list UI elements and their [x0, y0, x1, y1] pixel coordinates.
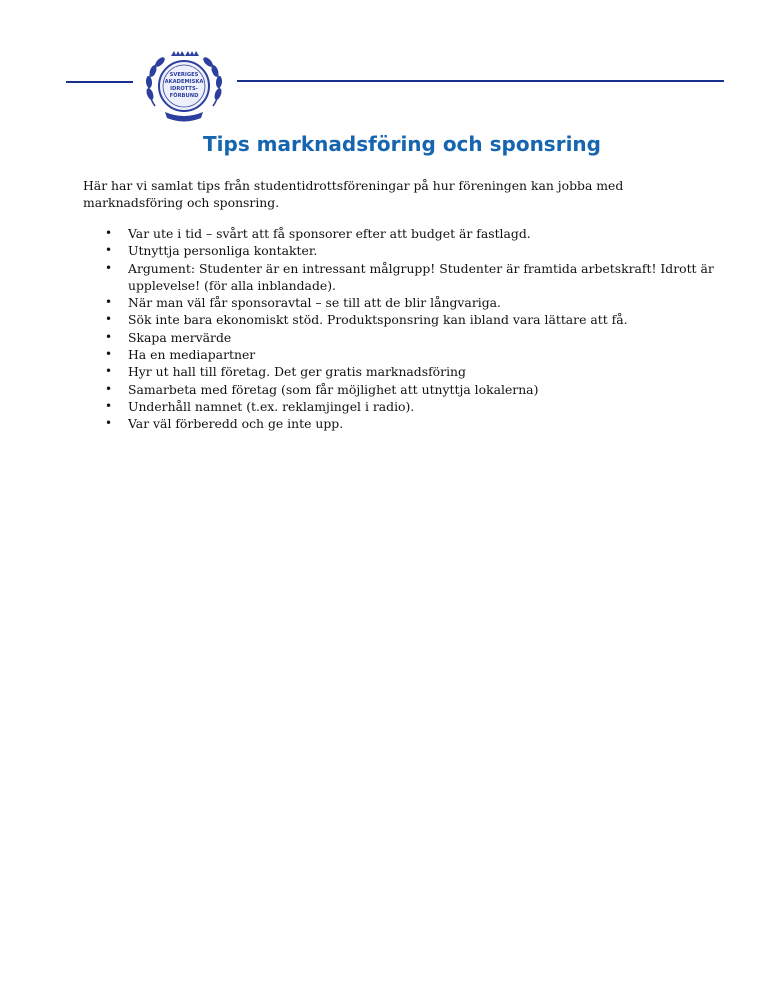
list-item [83, 346, 733, 363]
svg-text:FÖRBUND: FÖRBUND [169, 93, 199, 99]
list-item [83, 242, 733, 259]
bullet-icon: • [105, 329, 113, 344]
list-item-text: Argument: Studenter är en intressant målgrupp! Studenter är framtida arbetskraft! Idrott är upplevelse! (för alla inblandade). [128, 260, 714, 293]
list-item-text: Samarbeta med företag (som får möjlighet att utnyttja lokalerna) [128, 381, 539, 397]
list-item-text: Skapa mervärde [128, 329, 232, 345]
list-item-text: Ha en mediapartner [128, 347, 256, 363]
bullet-icon: • [105, 398, 113, 413]
list-item [83, 225, 733, 242]
list-item-text: När man väl får sponsoravtal – se till att de blir långvariga. [128, 295, 501, 311]
bullet-icon: • [105, 364, 113, 379]
list-item-text: Hyr ut hall till företag. Det ger gratis marknadsföring [128, 364, 466, 380]
intro-paragraph: Här har vi samlat tips från studentidrottsföreningar på hur föreningen kan jobba med marknadsföring och sponsring. [83, 178, 624, 210]
association-logo [141, 48, 227, 124]
list-item [83, 363, 733, 380]
list-item-text: Underhåll namnet (t.ex. reklamjingel i radio). [128, 398, 415, 414]
bullet-icon: • [105, 295, 113, 310]
bullet-icon: • [105, 381, 113, 396]
list-item [83, 415, 733, 432]
bullet-icon: • [105, 347, 113, 362]
svg-text:SVERIGES: SVERIGES [169, 72, 199, 78]
page-title: Tips marknadsföring och sponsring [203, 132, 601, 156]
bullet-icon: • [105, 260, 113, 275]
svg-text:AKADEMISKA: AKADEMISKA [164, 79, 204, 85]
list-item-text: Var ute i tid – svårt att få sponsorer efter att budget är fastlagd. [128, 226, 531, 241]
header-rule-right [237, 80, 724, 82]
list-item-text: Sök inte bara ekonomiskt stöd. Produktsponsring kan ibland vara lättare att få. [128, 312, 628, 328]
bullet-icon: • [105, 243, 113, 258]
list-item [83, 260, 733, 295]
list-item-text: Utnyttja personliga kontakter. [128, 243, 318, 259]
list-item [83, 381, 733, 398]
bullet-icon: • [105, 416, 113, 431]
list-item [83, 398, 733, 415]
tips-list [83, 225, 733, 433]
svg-text:IDROTTS-: IDROTTS- [170, 86, 198, 92]
list-item-text: Var väl förberedd och ge inte upp. [128, 416, 344, 432]
list-item [83, 329, 733, 346]
list-item [83, 311, 733, 328]
header-rule-left [66, 81, 133, 83]
list-item [83, 294, 733, 311]
bullet-icon: • [105, 312, 113, 327]
bullet-icon: • [105, 226, 113, 240]
